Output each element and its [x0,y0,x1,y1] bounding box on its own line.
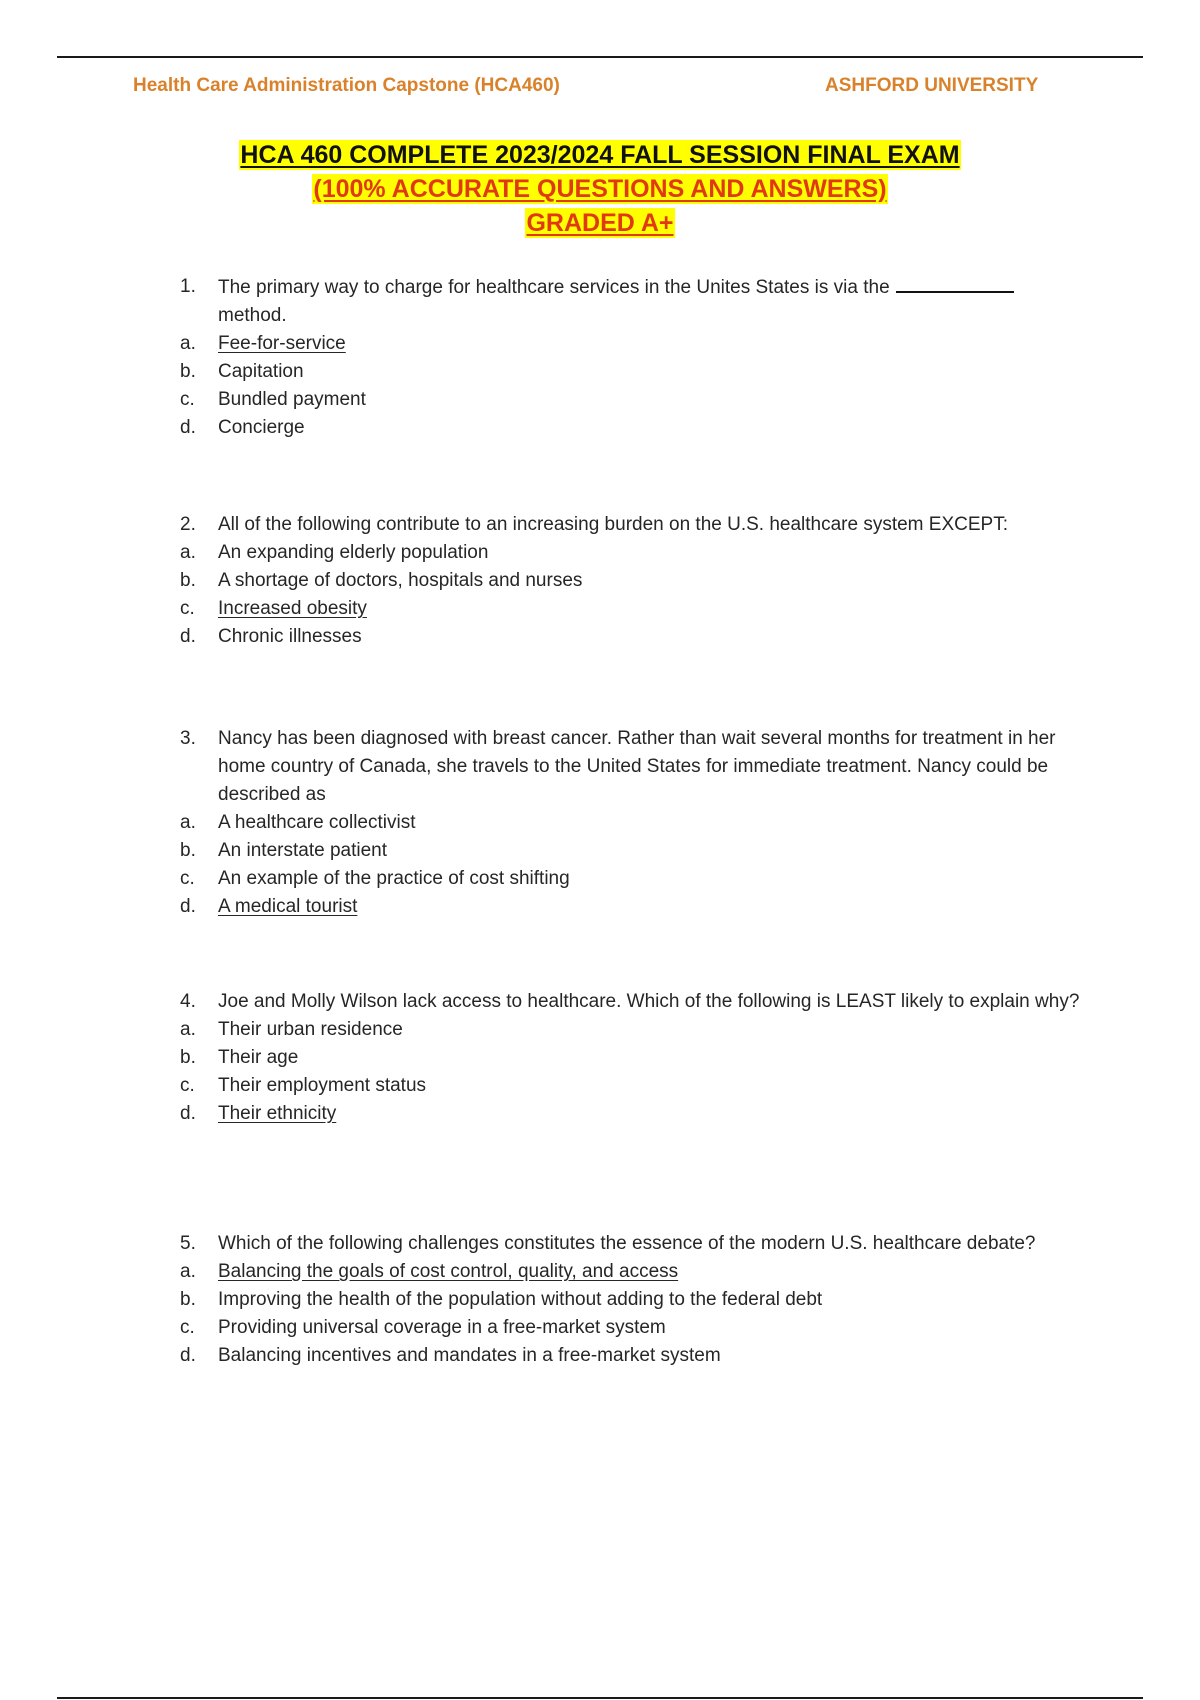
option-a [0,1016,1200,1044]
option-d [0,623,1200,651]
option-text: Concierge [218,417,305,438]
question-stem [0,988,1200,1016]
option-text: Capitation [218,361,304,382]
option-a [0,1258,1200,1286]
option-letter: c. [180,868,195,889]
option-text: An example of the practice of cost shifting [218,868,570,889]
option-d [0,893,1200,921]
option-c [0,1072,1200,1100]
option-text: Their age [218,1047,299,1068]
option-b [0,837,1200,865]
option-text-correct: Increased obesity [218,598,367,619]
option-d [0,1100,1200,1128]
option-letter: c. [180,389,195,410]
option-letter: b. [180,1289,196,1310]
option-text: Chronic illnesses [218,626,362,647]
exam-title [0,138,1200,240]
option-b [0,567,1200,595]
option-a [0,539,1200,567]
bottom-rule [57,1697,1143,1699]
question-number: 5. [180,1233,196,1254]
question-number: 3. [180,728,196,749]
question-stem [0,1230,1200,1258]
option-text: A shortage of doctors, hospitals and nurses [218,570,583,591]
title-line-2: (100% ACCURATE QUESTIONS AND ANSWERS) [313,175,887,203]
question-text: Joe and Molly Wilson lack access to healthcare. Which of the following is LEAST likely to explain why? [218,991,1080,1012]
option-letter: a. [180,1019,196,1040]
option-letter: d. [180,417,196,438]
option-letter: b. [180,1047,196,1068]
top-rule [57,56,1143,58]
option-d [0,1342,1200,1370]
option-text: A healthcare collectivist [218,812,416,833]
question-text: Nancy has been diagnosed with breast cancer. Rather than wait several months for treatment in her home country of Canada, she travels to the United States for immediate treatment. Nancy could be described as [218,728,1056,805]
option-letter: d. [180,1345,196,1366]
option-letter: a. [180,1261,196,1282]
option-letter: d. [180,1103,196,1124]
option-letter: c. [180,1075,195,1096]
option-b [0,1044,1200,1072]
option-text: An expanding elderly population [218,542,489,563]
question-text-continued: method. [218,305,287,326]
option-c [0,865,1200,893]
option-a [0,330,1200,358]
option-text-correct: A medical tourist [218,896,358,917]
option-text: Their urban residence [218,1019,403,1040]
option-letter: c. [180,598,195,619]
option-text-correct: Their ethnicity [218,1103,337,1124]
question-text: All of the following contribute to an increasing burden on the U.S. healthcare system EXCEPT: [218,514,1008,535]
option-a [0,809,1200,837]
question-text: Which of the following challenges constitutes the essence of the modern U.S. healthcare debate? [218,1233,1036,1254]
question-text: The primary way to charge for healthcare services in the Unites States is via the [218,277,890,298]
option-text-correct: Balancing the goals of cost control, quality, and access [218,1261,679,1282]
option-letter: a. [180,812,196,833]
option-b [0,358,1200,386]
option-letter: d. [180,896,196,917]
option-text: Balancing incentives and mandates in a free-market system [218,1345,721,1366]
option-letter: b. [180,361,196,382]
option-c [0,595,1200,623]
option-b [0,1286,1200,1314]
question-4 [0,988,1200,1128]
question-5 [0,1230,1200,1370]
option-letter: d. [180,626,196,647]
answer-blank [896,273,1014,293]
question-2 [0,511,1200,651]
option-letter: a. [180,333,196,354]
option-text: Bundled payment [218,389,366,410]
option-letter: c. [180,1317,195,1338]
option-text: Their employment status [218,1075,427,1096]
title-line-1: HCA 460 COMPLETE 2023/2024 FALL SESSION FINAL EXAM [240,141,960,169]
question-1 [0,273,1200,442]
question-number: 4. [180,991,196,1012]
question-stem [0,511,1200,539]
question-stem [0,725,1200,809]
option-letter: b. [180,840,196,861]
course-header: Health Care Administration Capstone (HCA460) [133,75,560,96]
option-letter: a. [180,542,196,563]
option-text: An interstate patient [218,840,387,861]
question-number: 2. [180,514,196,535]
question-number: 1. [180,276,196,297]
option-text: Providing universal coverage in a free-market system [218,1317,666,1338]
question-3 [0,725,1200,921]
option-c [0,386,1200,414]
option-text-correct: Fee-for-service [218,333,346,354]
university-header: ASHFORD UNIVERSITY [825,75,1039,96]
option-letter: b. [180,570,196,591]
option-text: Improving the health of the population without adding to the federal debt [218,1289,823,1310]
question-stem [0,273,1200,330]
option-c [0,1314,1200,1342]
option-d [0,414,1200,442]
title-line-3: GRADED A+ [526,209,674,237]
